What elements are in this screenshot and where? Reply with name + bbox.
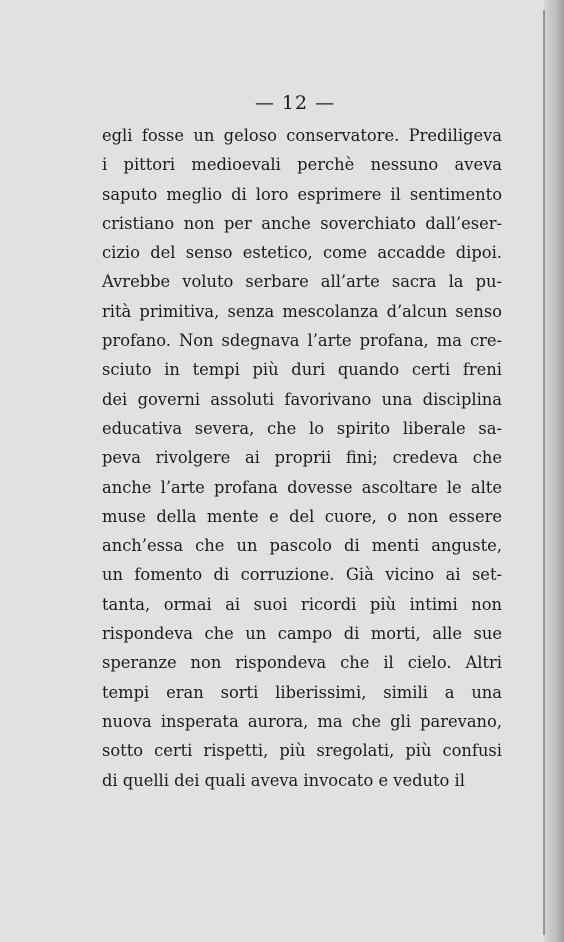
- text-line: educativa severa, che lo spirito liberale sa-: [102, 418, 502, 438]
- text-line: rità primitiva, senza mescolanza d’alcun senso: [102, 301, 502, 321]
- text-line: peva rivolgere ai proprii fini; credeva che: [102, 448, 502, 468]
- text-line: cristiano non per anche soverchiato dall’eser-: [102, 213, 502, 233]
- text-line: muse della mente e del cuore, o non essere: [102, 506, 502, 526]
- text-line: egli fosse un geloso conservatore. Prediligeva: [102, 126, 502, 145]
- text-line: tempi eran sorti liberissimi, simili a una: [102, 682, 502, 702]
- text-line: anche l’arte profana dovesse ascoltare le alte: [102, 477, 502, 497]
- page-edge-line: [543, 10, 545, 935]
- text-line: saputo meglio di loro esprimere il sentimento: [102, 184, 502, 204]
- text-line: nuova insperata aurora, ma che gli parevano,: [102, 711, 502, 731]
- text-line: anch’essa che un pascolo di menti anguste,: [102, 536, 502, 556]
- text-line: un fomento di corruzione. Già vicino ai set-: [102, 565, 502, 585]
- text-line: tanta, ormai ai suoi ricordi più intimi non: [102, 594, 502, 614]
- body-text: [102, 121, 502, 795]
- page-number: — 12 —: [254, 92, 336, 114]
- page-edge-shadow: [544, 0, 564, 942]
- text-line: sotto certi rispetti, più sregolati, più confusi: [102, 741, 502, 761]
- text-line: Avrebbe voluto serbare all’arte sacra la pu-: [102, 272, 502, 292]
- text-line: i pittori medioevali perchè nessuno aveva: [102, 155, 502, 175]
- text-line: speranze non rispondeva che il cielo. Altri: [102, 653, 502, 673]
- text-line: sciuto in tempi più duri quando certi freni: [102, 360, 502, 380]
- text-line: di quelli dei quali aveva invocato e veduto il: [102, 770, 465, 790]
- text-line: cizio del senso estetico, come accadde dipoi.: [102, 243, 502, 263]
- text-line: rispondeva che un campo di morti, alle sue: [102, 624, 502, 644]
- text-line: dei governi assoluti favorivano una disciplina: [102, 389, 502, 409]
- text-line: profano. Non sdegnava l’arte profana, ma cre-: [102, 331, 502, 351]
